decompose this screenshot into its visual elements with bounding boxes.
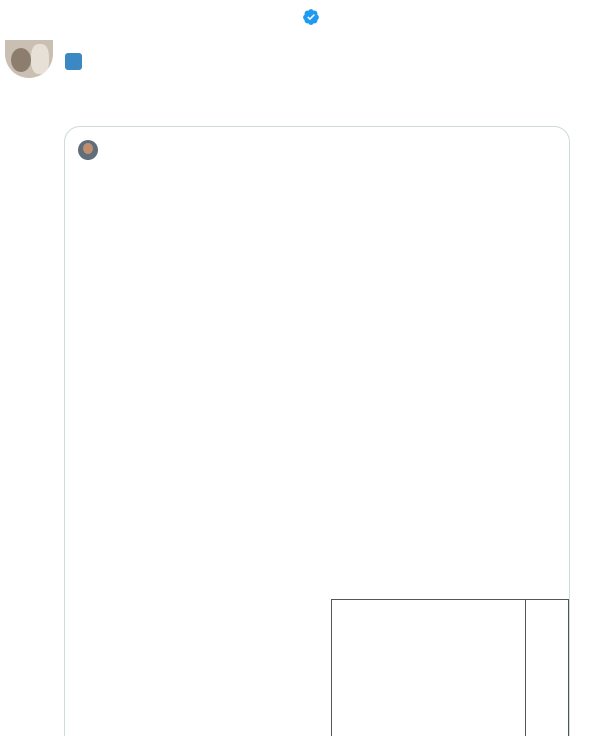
lineage-table-image[interactable] [82, 539, 308, 736]
stacked-bars [332, 600, 568, 736]
table-header [82, 541, 308, 554]
profile-header [0, 0, 590, 50]
keycap-seven-emoji [65, 53, 82, 70]
quoted-tweet[interactable] [64, 126, 570, 736]
chart-frame [331, 599, 569, 736]
nowcast-chart-image[interactable] [328, 539, 570, 736]
author-avatar[interactable] [5, 40, 53, 78]
verified-badge-icon [302, 8, 320, 26]
tweet-text [65, 53, 580, 74]
quoted-author-avatar[interactable] [78, 140, 98, 160]
